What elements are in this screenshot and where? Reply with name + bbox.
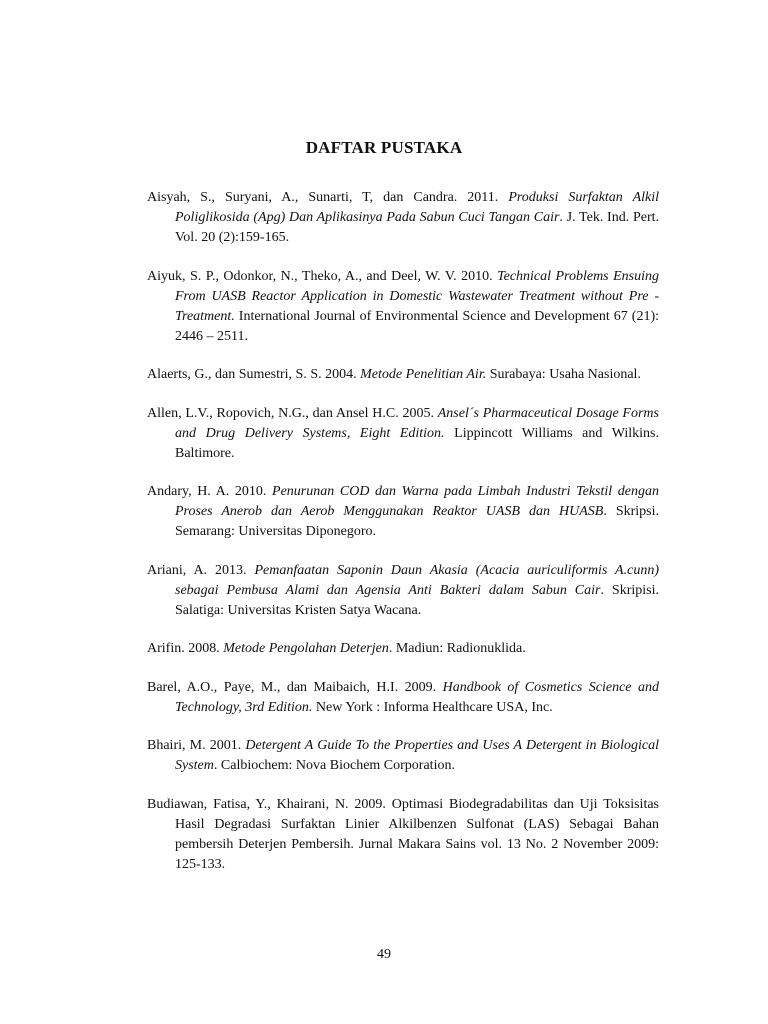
reference-entry [147, 267, 659, 347]
reference-text: Andary, H. A. 2010. [147, 484, 273, 499]
reference-entry [147, 404, 659, 464]
reference-text: Budiawan, Fatisa, Y., Khairani, N. 2009. Optimasi Biodegradabilitas dan Uji Toksisitas Hasil Degradasi Surfaktan Linier Alkilbenzen Sulfonat (LAS) Sebagai Bahan pembersih Deterjen Pembersih. Jurnal Makara Sains vol. 13 No. 2 November 2009: 125-133. [147, 796, 659, 872]
reference-source: . Skripisi. Salatiga: Universitas Kristen Satya Wacana. [175, 582, 659, 618]
reference-title: Detergent A Guide To the Properties and Uses A Detergent in Biological System [175, 738, 659, 773]
reference-entry [147, 639, 659, 659]
reference-text: Aisyah, S., Suryani, A., Sunarti, T, dan Candra. 2011. [147, 190, 509, 205]
reference-source: International Journal of Environmental Science and Development 67 (21): 2446 – 2511. [175, 308, 659, 344]
reference-text: Barel, A.O., Paye, M., dan Maibaich, H.I. 2009. [147, 679, 443, 695]
reference-entry [147, 678, 659, 718]
reference-text: Bhairi, M. 2001. [147, 738, 246, 753]
reference-title: Ansel´s Pharmaceutical Dosage Forms and Drug Delivery Systems, Eight Edition. [175, 405, 659, 441]
reference-source: New York : Informa Healthcare USA, Inc. [312, 699, 553, 715]
reference-entry [147, 482, 659, 542]
reference-entry [147, 365, 659, 385]
reference-entry [147, 561, 659, 621]
reference-source: . Skripsi. Semarang: Universitas Diponegoro. [175, 504, 659, 539]
reference-title: Handbook of Cosmetics Science and Technology, 3rd Edition. [175, 679, 659, 715]
reference-title: Technical Problems Ensuing From UASB Reactor Application in Domestic Wastewater Treatment without Pre -Treatment. [175, 268, 659, 324]
reference-text: Aiyuk, S. P., Odonkor, N., Theko, A., and Deel, W. V. 2010. [147, 268, 498, 284]
reference-source: . Calbiochem: Nova Biochem Corporation. [213, 758, 455, 773]
reference-title: Metode Penelitian Air. [360, 367, 487, 382]
reference-source: . Madiun: Radionuklida. [388, 641, 526, 656]
reference-text: Arifin. 2008. [147, 641, 224, 656]
reference-source: Surabaya: Usaha Nasional. [486, 367, 641, 382]
reference-title: Penurunan COD dan Warna pada Limbah Industri Tekstil dengan Proses Anerob dan Aerob Menggunakan Reaktor UASB dan HUASB [175, 484, 660, 519]
reference-title: Produksi Surfaktan Alkil Poliglikosida (Apg) Dan Aplikasinya Pada Sabun Cuci Tangan Cair [175, 190, 659, 225]
page-title: DAFTAR PUSTAKA [305, 138, 463, 157]
reference-source: Lippincott Williams and Wilkins. Baltimore. [175, 425, 659, 461]
reference-text: Ariani, A. 2013. [147, 562, 255, 578]
reference-text: Alaerts, G., dan Sumestri, S. S. 2004. [147, 367, 361, 382]
page-number: 49 [377, 947, 391, 962]
reference-entry [147, 188, 659, 248]
reference-entry [147, 795, 659, 875]
reference-entry [147, 736, 659, 776]
reference-list [147, 174, 659, 893]
reference-title: Pemanfaatan Saponin Daun Akasia (Acacia auriculiformis A.cunn) sebagai Pembusa Alami dan Agensia Anti Bakteri dalam Sabun Cair [175, 562, 659, 598]
reference-title: Metode Pengolahan Deterjen [223, 641, 389, 656]
reference-source: . J. Tek. Ind. Pert. Vol. 20 (2):159-165. [175, 210, 659, 245]
reference-text: Allen, L.V., Ropovich, N.G., dan Ansel H.C. 2005. [147, 405, 438, 421]
